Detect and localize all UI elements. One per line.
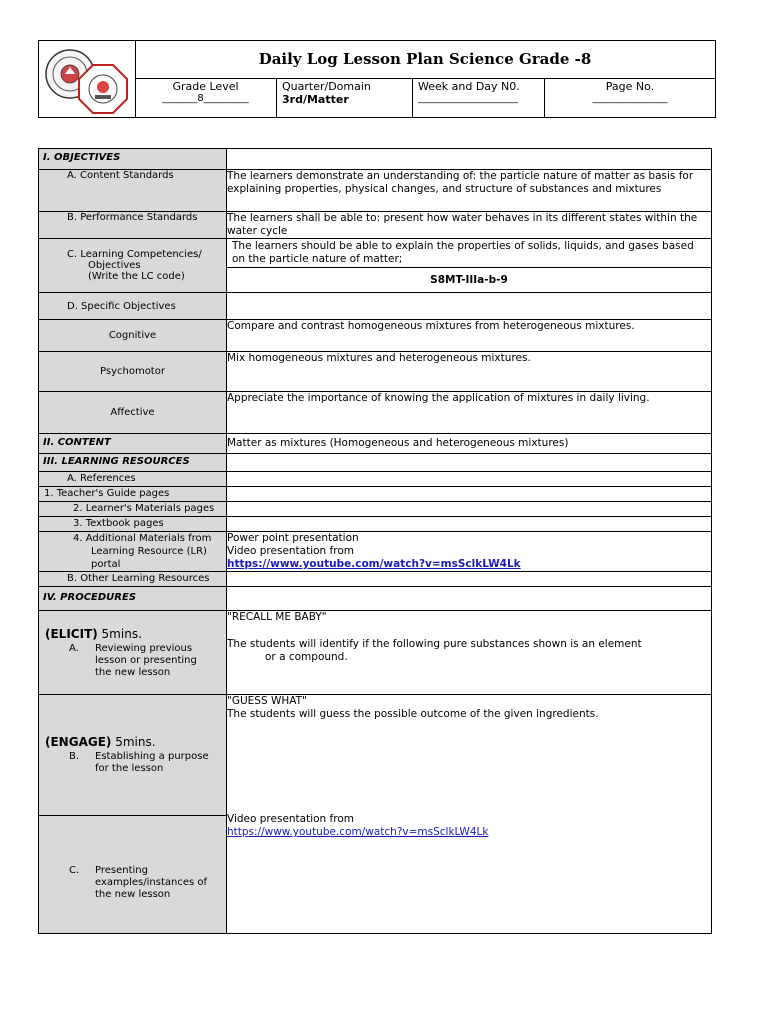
elicit-sub-letter: A. xyxy=(69,642,79,654)
performance-standards-label: B. Performance Standards xyxy=(67,212,198,223)
page-title: Daily Log Lesson Plan Science Grade -8 xyxy=(135,41,715,79)
learners-materials-label: 2. Learner's Materials pages xyxy=(73,503,215,514)
engage-block xyxy=(39,735,226,775)
engage-sub-label: Establishing a purpose for the lesson xyxy=(95,751,209,774)
additional-label-line1: 4. Additional Materials from xyxy=(73,533,212,544)
psychomotor-label: Psychomotor xyxy=(100,366,165,377)
table-row xyxy=(39,170,712,212)
video-text: Video presentation from xyxy=(227,545,354,557)
table-row xyxy=(39,502,712,517)
grade-level-label: Grade Level xyxy=(172,80,239,93)
other-resources-label: B. Other Learning Resources xyxy=(67,573,210,584)
content-standards-label: A. Content Standards xyxy=(67,170,174,181)
table-row xyxy=(39,239,712,293)
procedures-heading: IV. PROCEDURES xyxy=(43,592,137,603)
elicit-text: The students will identify if the following pure substances shown is an element xyxy=(227,638,642,650)
table-row xyxy=(39,149,712,170)
additional-label-line2: Learning Resource (LR) xyxy=(91,546,207,557)
table-row xyxy=(39,212,712,239)
specific-objectives-label: D. Specific Objectives xyxy=(67,300,176,312)
quarter-value: 3rd/Matter xyxy=(282,93,349,106)
school-seal-logo xyxy=(77,63,129,115)
textbook-label: 3. Textbook pages xyxy=(73,518,164,529)
page-no-label: Page No. xyxy=(605,80,655,93)
objectives-heading: I. OBJECTIVES xyxy=(43,152,121,163)
psychomotor-text: Mix homogeneous mixtures and heterogeneous mixtures. xyxy=(227,352,712,392)
week-day-value: ____________________ xyxy=(418,93,518,104)
lc-code: S8MT-IIIa-b-9 xyxy=(430,274,508,286)
table-row xyxy=(39,695,712,816)
page-no-cell xyxy=(545,78,715,117)
cognitive-label: Cognitive xyxy=(108,330,157,341)
engage-sub-letter: B. xyxy=(69,751,80,762)
logos xyxy=(39,41,136,117)
table-row xyxy=(39,434,712,454)
elicit-block xyxy=(39,627,226,679)
engage-title: "GUESS WHAT" xyxy=(227,695,307,707)
affective-text: Appreciate the importance of knowing the application of mixtures in daily living. xyxy=(227,392,712,434)
youtube-link[interactable]: https://www.youtube.com/watch?v=msSclkLW4Lk xyxy=(227,558,521,570)
lesson-plan-table xyxy=(38,148,712,934)
elicit-phase xyxy=(45,627,220,641)
elicit-text-2: or a compound. xyxy=(265,651,348,663)
additional-label-line3: portal xyxy=(91,559,121,570)
content-text: Matter as mixtures (Homogeneous and heterogeneous mixtures) xyxy=(227,434,712,454)
additional-materials-label xyxy=(39,532,226,571)
elicit-title: "RECALL ME BABY" xyxy=(227,611,327,623)
table-row xyxy=(39,454,712,472)
grade-level-cell xyxy=(135,78,277,117)
table-row xyxy=(39,611,712,695)
table-row xyxy=(39,572,712,587)
engage-phase-label: (ENGAGE) xyxy=(45,735,112,749)
references-label: A. References xyxy=(67,473,136,484)
engage-text: The students will guess the possible outcome of the given ingredients. xyxy=(227,708,599,720)
page-no-value: _______________ xyxy=(592,93,668,104)
table-row xyxy=(39,517,712,532)
presenting-block xyxy=(39,865,226,901)
cognitive-text: Compare and contrast homogeneous mixtures from heterogeneous mixtures. xyxy=(227,320,712,352)
table-row xyxy=(39,293,712,320)
week-day-label: Week and Day N0. xyxy=(418,80,520,93)
competencies-label xyxy=(39,249,226,282)
grade-level-value: _______8_________ xyxy=(162,93,249,104)
learning-resources-heading: III. LEARNING RESOURCES xyxy=(43,456,190,467)
elicit-sub-label: Reviewing previous lesson or presenting the new lesson xyxy=(95,642,197,678)
affective-label: Affective xyxy=(110,407,155,418)
performance-standards-text: The learners shall be able to: present how water behaves in its different states within the water cycle xyxy=(227,212,712,239)
table-row xyxy=(39,587,712,611)
document-header xyxy=(38,40,716,118)
content-heading: II. CONTENT xyxy=(43,437,111,448)
table-row xyxy=(39,392,712,434)
quarter-cell xyxy=(277,78,413,117)
engage-time: 5mins. xyxy=(111,735,156,749)
engage-youtube-link[interactable]: https://www.youtube.com/watch?v=msSclkLW4Lk xyxy=(227,826,489,838)
content-standards-text: The learners demonstrate an understanding of: the particle nature of matter as basis for explaining properties, physical changes, and structure of substances and mixtures xyxy=(227,170,712,212)
engage-phase xyxy=(45,735,220,749)
engage-video-text: Video presentation from xyxy=(227,813,354,825)
elicit-time: 5mins. xyxy=(97,626,142,641)
competencies-label-line3: (Write the LC code) xyxy=(88,271,185,282)
table-row xyxy=(39,472,712,487)
competencies-label-line2: Objectives xyxy=(88,260,141,271)
quarter-label: Quarter/Domain xyxy=(282,80,371,93)
table-row xyxy=(39,320,712,352)
powerpoint-text: Power point presentation xyxy=(227,532,359,544)
teachers-guide-label: 1. Teacher's Guide pages xyxy=(44,488,170,499)
competencies-text: The learners should be able to explain the properties of solids, liquids, and gases based on the particle nature of matter; xyxy=(227,239,711,268)
elicit-phase-label: (ELICIT) xyxy=(45,626,98,641)
table-row xyxy=(39,487,712,502)
present-sub-letter: C. xyxy=(69,864,80,876)
table-row xyxy=(39,352,712,392)
present-sub-label: Presenting examples/instances of the new lesson xyxy=(95,864,208,900)
table-row xyxy=(39,532,712,572)
competencies-label-line1: C. Learning Competencies/ xyxy=(67,249,202,260)
week-day-cell xyxy=(413,78,545,117)
